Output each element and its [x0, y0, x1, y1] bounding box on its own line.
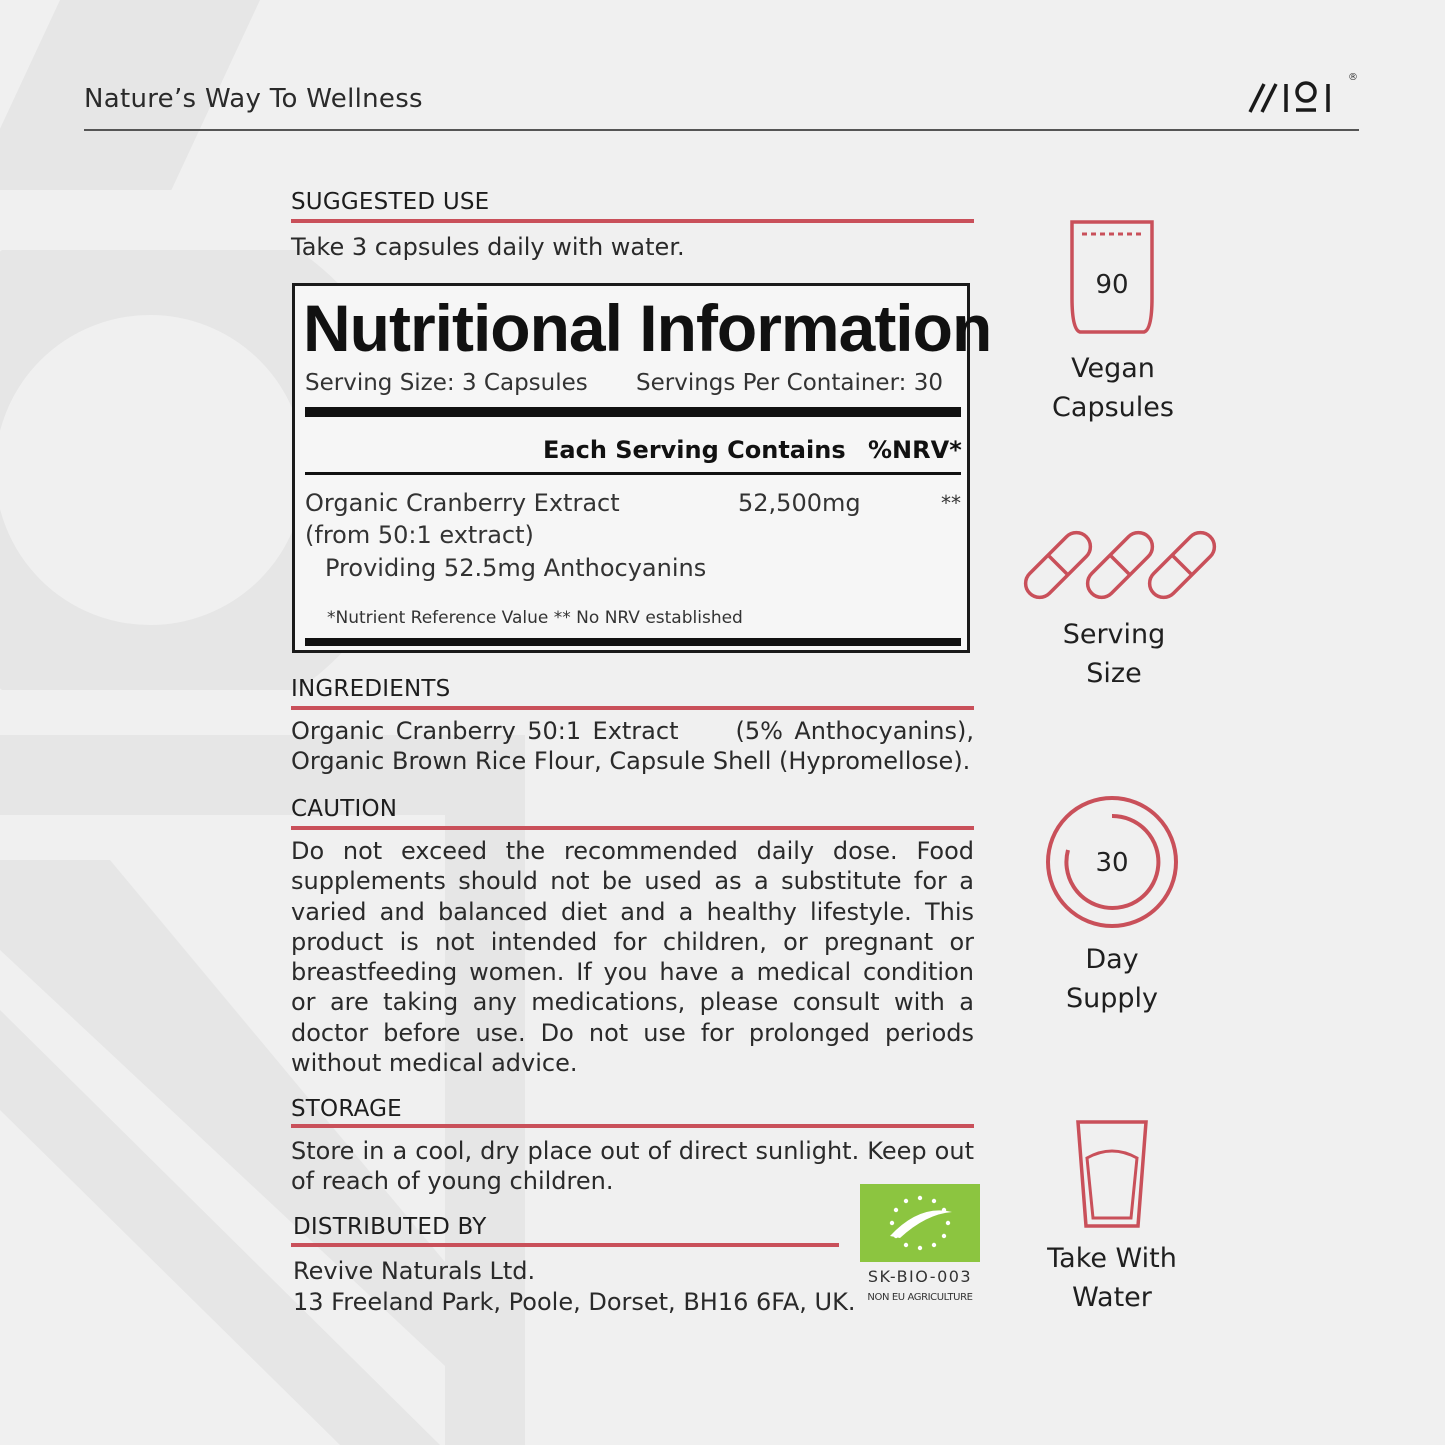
capsules-icon: [1020, 525, 1222, 605]
ingredients-rule: [291, 706, 974, 710]
suggested-use-title: SUGGESTED USE: [291, 189, 490, 215]
nutrition-thin-rule: [305, 472, 961, 475]
serving-size: Serving Size: 3 Capsules: [305, 370, 588, 396]
header-divider: [84, 129, 1359, 131]
take-with-water-label: Take With Water: [1047, 1243, 1177, 1313]
day-count: 30: [1095, 848, 1129, 878]
ingredient-note: (from 50:1 extract): [305, 521, 534, 549]
caution-title: CAUTION: [291, 796, 398, 822]
nutrition-footnote: *Nutrient Reference Value ** No NRV established: [327, 608, 743, 628]
eu-organic-origin: NON EU AGRICULTURE: [867, 1292, 973, 1303]
ingredients-title: INGREDIENTS: [291, 676, 451, 702]
distributor-address: 13 Freeland Park, Poole, Dorset, BH16 6FA, UK.: [293, 1288, 856, 1316]
vegan-capsules-label: Vegan Capsules: [1052, 353, 1174, 423]
distributed-title: DISTRIBUTED BY: [293, 1214, 487, 1240]
day-supply-label: Day Supply: [1065, 944, 1158, 1014]
storage-text: Store in a cool, dry place out of direct sunlight. Keep out of reach of young children.: [291, 1137, 974, 1196]
serving-size-label: Serving Size: [1062, 619, 1166, 689]
pouch-count: 90: [1095, 270, 1129, 300]
suggested-use-text: Take 3 capsules daily with water.: [291, 233, 685, 261]
brand-logo: [1240, 72, 1360, 120]
ingredient-nrv: **: [941, 491, 961, 515]
ingredient-name: Organic Cranberry Extract: [305, 489, 620, 517]
storage-rule: [291, 1124, 974, 1128]
nutrition-bottom-rule: [305, 638, 961, 646]
nutrition-title: Nutritional Information: [303, 291, 992, 365]
ingredients-text: Organic Cranberry 50:1 Extract (5% Anthocyanins), Organic Brown Rice Flour, Capsule Shell (Hypromellose).: [291, 717, 982, 776]
eu-organic-code: SK-BIO-003: [867, 1267, 973, 1286]
ingredient-amount: 52,500mg: [738, 489, 861, 517]
distributor-name: Revive Naturals Ltd.: [293, 1257, 536, 1285]
providing-text: Providing 52.5mg Anthocyanins: [325, 554, 707, 582]
nutrition-panel: [292, 283, 992, 653]
nrv-header: %NRV*: [868, 436, 962, 464]
column-header: Each Serving Contains: [543, 436, 846, 464]
eu-organic-leaf-logo: [860, 1184, 980, 1262]
servings-per-container: Servings Per Container: 30: [636, 370, 943, 396]
water-glass-icon: [1074, 1118, 1150, 1230]
header-tagline: Nature’s Way To Wellness: [84, 84, 423, 114]
registered-mark: ®: [1348, 72, 1358, 83]
caution-text: Do not exceed the recommended daily dose. Food supplements should not be used as a substitute for a varied and balanced diet and a healthy lifestyle. This product is not intended for children, or pregnant or breastfeeding women. If you have a medical condition or are taking any medications, please consult with a doctor before use. Do not use for prolonged periods without medical advice.: [291, 837, 974, 1078]
suggested-use-rule: [291, 219, 974, 223]
caution-rule: [291, 826, 974, 830]
nutrition-thick-rule: [305, 407, 961, 417]
storage-title: STORAGE: [291, 1096, 402, 1122]
distributed-rule: [291, 1243, 839, 1247]
